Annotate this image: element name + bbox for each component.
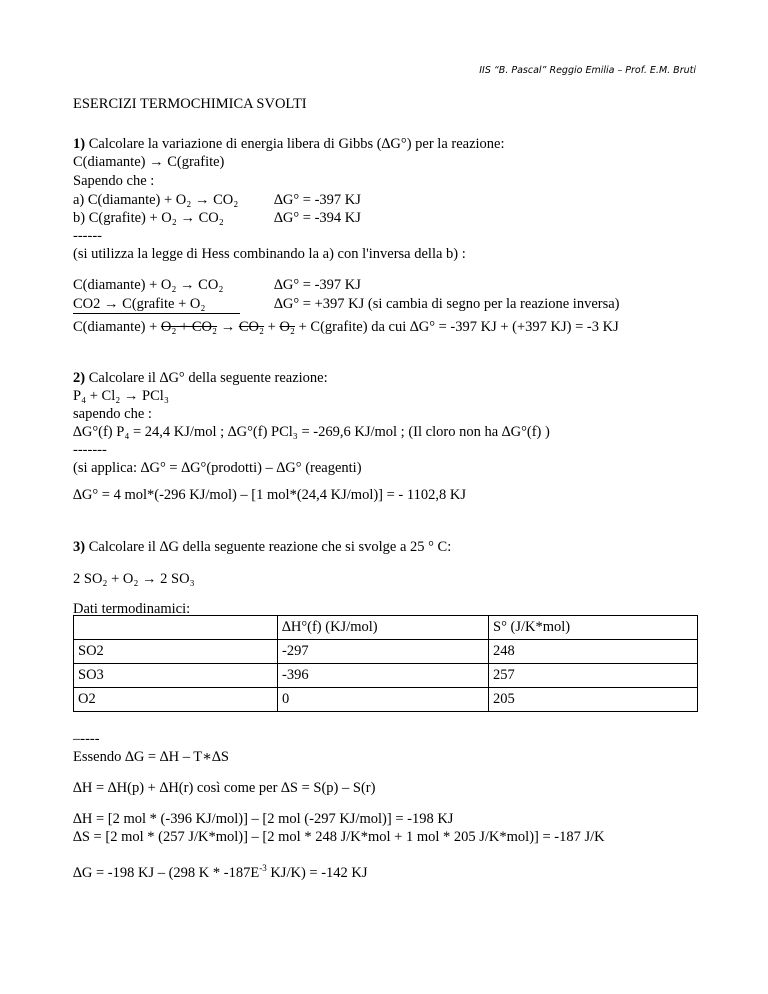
table-cell: SO2 bbox=[74, 640, 278, 664]
ex1-line1: C(diamante) + O₂ → CO₂ bbox=[73, 277, 224, 293]
ex1-result-struck: CO₂ bbox=[238, 319, 265, 335]
ex1-result bbox=[73, 318, 619, 336]
ex2-data: ∆G°(f) P₄ = 24,4 KJ/mol ; ∆G°(f) PCl₃ = -269,6 KJ/mol ; (Il cloro non ha ∆G°(f) ) bbox=[73, 424, 550, 440]
ex3-data-label: Dati termodinamici: bbox=[73, 601, 191, 617]
ex1-line2: CO2 → C(grafite + O₂ bbox=[73, 296, 206, 312]
ex3-question-text: Calcolare il ∆G della seguente reazione che si svolge a 25 ° C: bbox=[85, 539, 452, 555]
ex1-reaction-a: a) C(diamante) + O₂ → CO₂ bbox=[73, 192, 239, 208]
ex1-result-struck: O₂ + CO₂ bbox=[160, 319, 218, 335]
ex3-dg-exponent: -3 bbox=[259, 863, 267, 873]
ex3-number: 3) bbox=[73, 539, 86, 555]
ex1-note: (si utilizza la legge di Hess combinando la a) con l'inversa della b) : bbox=[73, 246, 466, 262]
table-row bbox=[74, 688, 698, 712]
ex1-separator: ------ bbox=[73, 228, 102, 244]
ex1-question-text: Calcolare la variazione di energia libera di Gibbs (∆G°) per la reazione: bbox=[85, 136, 505, 152]
ex1-result-part: + bbox=[264, 319, 280, 335]
table-cell: -396 bbox=[278, 664, 489, 688]
ex1-reaction: C(diamante) → C(grafite) bbox=[73, 154, 225, 170]
ex3-question bbox=[73, 538, 451, 556]
ex1-line1-dg: ∆G° = -397 KJ bbox=[274, 277, 361, 293]
ex1-number: 1) bbox=[73, 136, 86, 152]
ex3-reaction: 2 SO₂ + O₂ → 2 SO₃ bbox=[73, 571, 195, 587]
ex3-dg-part: KJ/K) = -142 KJ bbox=[266, 864, 368, 881]
ex3-dh-calc: ∆H = [2 mol * (-396 KJ/mol)] – [2 mol (-297 KJ/mol)] = -198 KJ bbox=[73, 811, 454, 827]
ex2-result: ∆G° = 4 mol*(-296 KJ/mol) – [1 mol*(24,4 KJ/mol)] = - 1102,8 KJ bbox=[73, 487, 466, 503]
ex1-knowing: Sapendo che : bbox=[73, 173, 155, 189]
table-header-cell: ∆H°(f) (KJ/mol) bbox=[278, 616, 489, 640]
thermo-data-table bbox=[73, 615, 698, 712]
ex1-sum-rule bbox=[73, 313, 240, 314]
ex3-separator: –---- bbox=[73, 731, 100, 747]
document-title: ESERCIZI TERMOCHIMICA SVOLTI bbox=[73, 96, 307, 112]
table-header-cell bbox=[74, 616, 278, 640]
table-cell: 248 bbox=[489, 640, 698, 664]
ex1-result-struck: O₂ bbox=[279, 319, 295, 335]
ex2-question bbox=[73, 369, 328, 387]
ex3-dg-part: ∆G = -198 KJ – (298 K * -187E bbox=[73, 864, 260, 881]
ex3-dg-result bbox=[73, 859, 368, 882]
table-row bbox=[74, 664, 698, 688]
ex3-ds-calc: ∆S = [2 mol * (257 J/K*mol)] – [2 mol * 248 J/K*mol + 1 mol * 205 J/K*mol)] = -187 J/K bbox=[73, 829, 605, 845]
table-header-cell: S° (J/K*mol) bbox=[489, 616, 698, 640]
ex1-reaction-a-dg: ∆G° = -397 KJ bbox=[274, 192, 361, 208]
table-cell: -297 bbox=[278, 640, 489, 664]
ex2-question-text: Calcolare il ∆G° della seguente reazione: bbox=[85, 370, 328, 386]
ex1-result-part: C(diamante) + bbox=[73, 319, 161, 335]
table-cell: SO3 bbox=[74, 664, 278, 688]
ex2-separator: ------- bbox=[73, 442, 107, 458]
table-cell: 257 bbox=[489, 664, 698, 688]
page-header: IIS “B. Pascal” Reggio Emilia – Prof. E.M. Bruti bbox=[479, 65, 696, 76]
ex1-reaction-b: b) C(grafite) + O₂ → CO₂ bbox=[73, 210, 224, 226]
table-header-row bbox=[74, 616, 698, 640]
ex2-apply: (si applica: ∆G° = ∆G°(prodotti) – ∆G° (reagenti) bbox=[73, 460, 362, 476]
table-cell: 205 bbox=[489, 688, 698, 712]
ex2-number: 2) bbox=[73, 370, 86, 386]
ex1-result-part: → bbox=[217, 319, 239, 335]
table-cell: O2 bbox=[74, 688, 278, 712]
ex1-reaction-b-dg: ∆G° = -394 KJ bbox=[274, 210, 361, 226]
ex3-dh-ds-def: ∆H = ∆H(p) + ∆H(r) così come per ∆S = S(p) – S(r) bbox=[73, 780, 376, 796]
table-cell: 0 bbox=[278, 688, 489, 712]
ex1-question bbox=[73, 135, 505, 153]
ex3-formula: Essendo ∆G = ∆H – T∗∆S bbox=[73, 749, 229, 765]
ex1-result-part: + C(grafite) da cui ∆G° = -397 KJ + (+397 KJ) = -3 KJ bbox=[294, 319, 619, 335]
ex2-reaction: P₄ + Cl₂ → PCl₃ bbox=[73, 388, 169, 404]
ex1-line2-dg: ∆G° = +397 KJ (si cambia di segno per la reazione inversa) bbox=[274, 296, 620, 312]
table-row bbox=[74, 640, 698, 664]
ex2-knowing: sapendo che : bbox=[73, 406, 152, 422]
